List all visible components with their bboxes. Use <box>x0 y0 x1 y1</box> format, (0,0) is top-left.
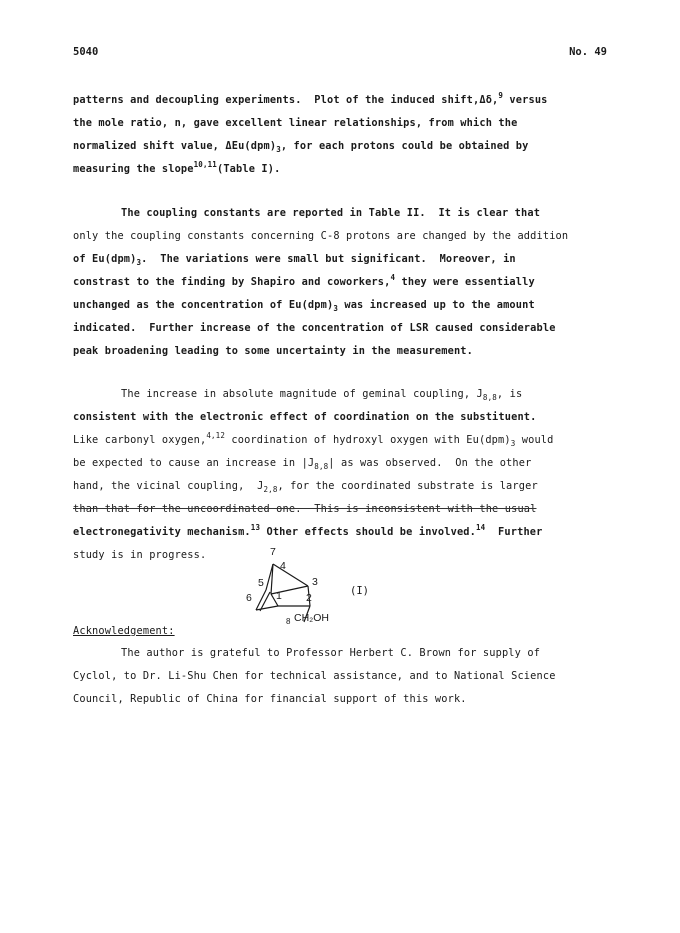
issue-number: No. 49 <box>569 46 607 58</box>
atom-label-1: 1 <box>276 590 282 602</box>
text-line: of $Eu(dpm)_3$. The variations were small but significant. Moreover, in <box>73 253 516 267</box>
text-line: electronegativity mechanism.$^{13}$ Other effects should be involved.$^{14}$ Further <box>73 523 543 538</box>
text-line: unchanged as the concentration of $Eu(dpm)_3$ was increased up to the amount <box>73 299 535 313</box>
atom-label-8: 8 <box>286 617 291 626</box>
text-line: constrast to the finding by Shapiro and coworkers,$^4$ they were essentially <box>73 273 535 288</box>
ch2oh-label: CH₂OH <box>294 612 329 624</box>
text-line: the mole ratio, n, gave excellent linear relationships, from which the <box>73 117 518 129</box>
text-line: patterns and decoupling experiments. Plot of the induced shift,Δδ,$^9$ versus <box>73 91 548 106</box>
text-line: The increase in absolute magnitude of geminal coupling, $J_{8,8}$, is <box>121 388 523 402</box>
atom-label-3: 3 <box>312 576 318 588</box>
text-line: be expected to cause an increase in $|J_{8,8}|$ as was observed. On the other <box>73 457 532 471</box>
chemical-structure <box>238 544 358 644</box>
text-line: consistent with the electronic effect of coordination on the substituent. <box>73 411 537 423</box>
text-line: Council, Republic of China for financial support of this work. <box>73 693 467 705</box>
text-line: normalized shift value, $\Delta Eu(dpm)_3$, for each protons could be obtained by <box>73 140 529 154</box>
text-line: only the coupling constants concerning C-8 protons are changed by the addition <box>73 230 569 242</box>
text-line: study is in progress. <box>73 549 207 561</box>
atom-label-2: 2 <box>306 592 312 604</box>
page-number: 5040 <box>73 46 99 58</box>
atom-label-7: 7 <box>270 546 276 558</box>
page-header <box>73 46 607 66</box>
text-line: than that for the uncoordinated one. This is inconsistent with the usual <box>73 503 537 515</box>
atom-label-6: 6 <box>246 592 252 604</box>
text-line: The coupling constants are reported in Table II. It is clear that <box>121 207 541 219</box>
text-line: Cyclol, to Dr. Li-Shu Chen for technical assistance, and to National Science <box>73 670 556 682</box>
atom-label-5: 5 <box>258 577 264 589</box>
text-line: The author is grateful to Professor Herbert C. Brown for supply of <box>121 647 541 659</box>
atom-label-4: 4 <box>280 560 286 572</box>
text-line: measuring the slope$^{10,11}$(Table I). <box>73 160 281 175</box>
text-line: Like carbonyl oxygen,$^{4,12}$ coordination of hydroxyl oxygen with $Eu(dpm)_3$ would <box>73 431 554 448</box>
structure-drawing <box>238 544 358 644</box>
text-line: peak broadening leading to some uncertainty in the measurement. <box>73 345 474 357</box>
acknowledgement-heading: Acknowledgement: <box>73 625 175 637</box>
text-line: indicated. Further increase of the concentration of LSR caused considerable <box>73 322 556 334</box>
text-line: hand, the vicinal coupling, $J_{2,8}$, for the coordinated substrate is larger <box>73 480 538 494</box>
compound-id: (I) <box>350 585 369 597</box>
